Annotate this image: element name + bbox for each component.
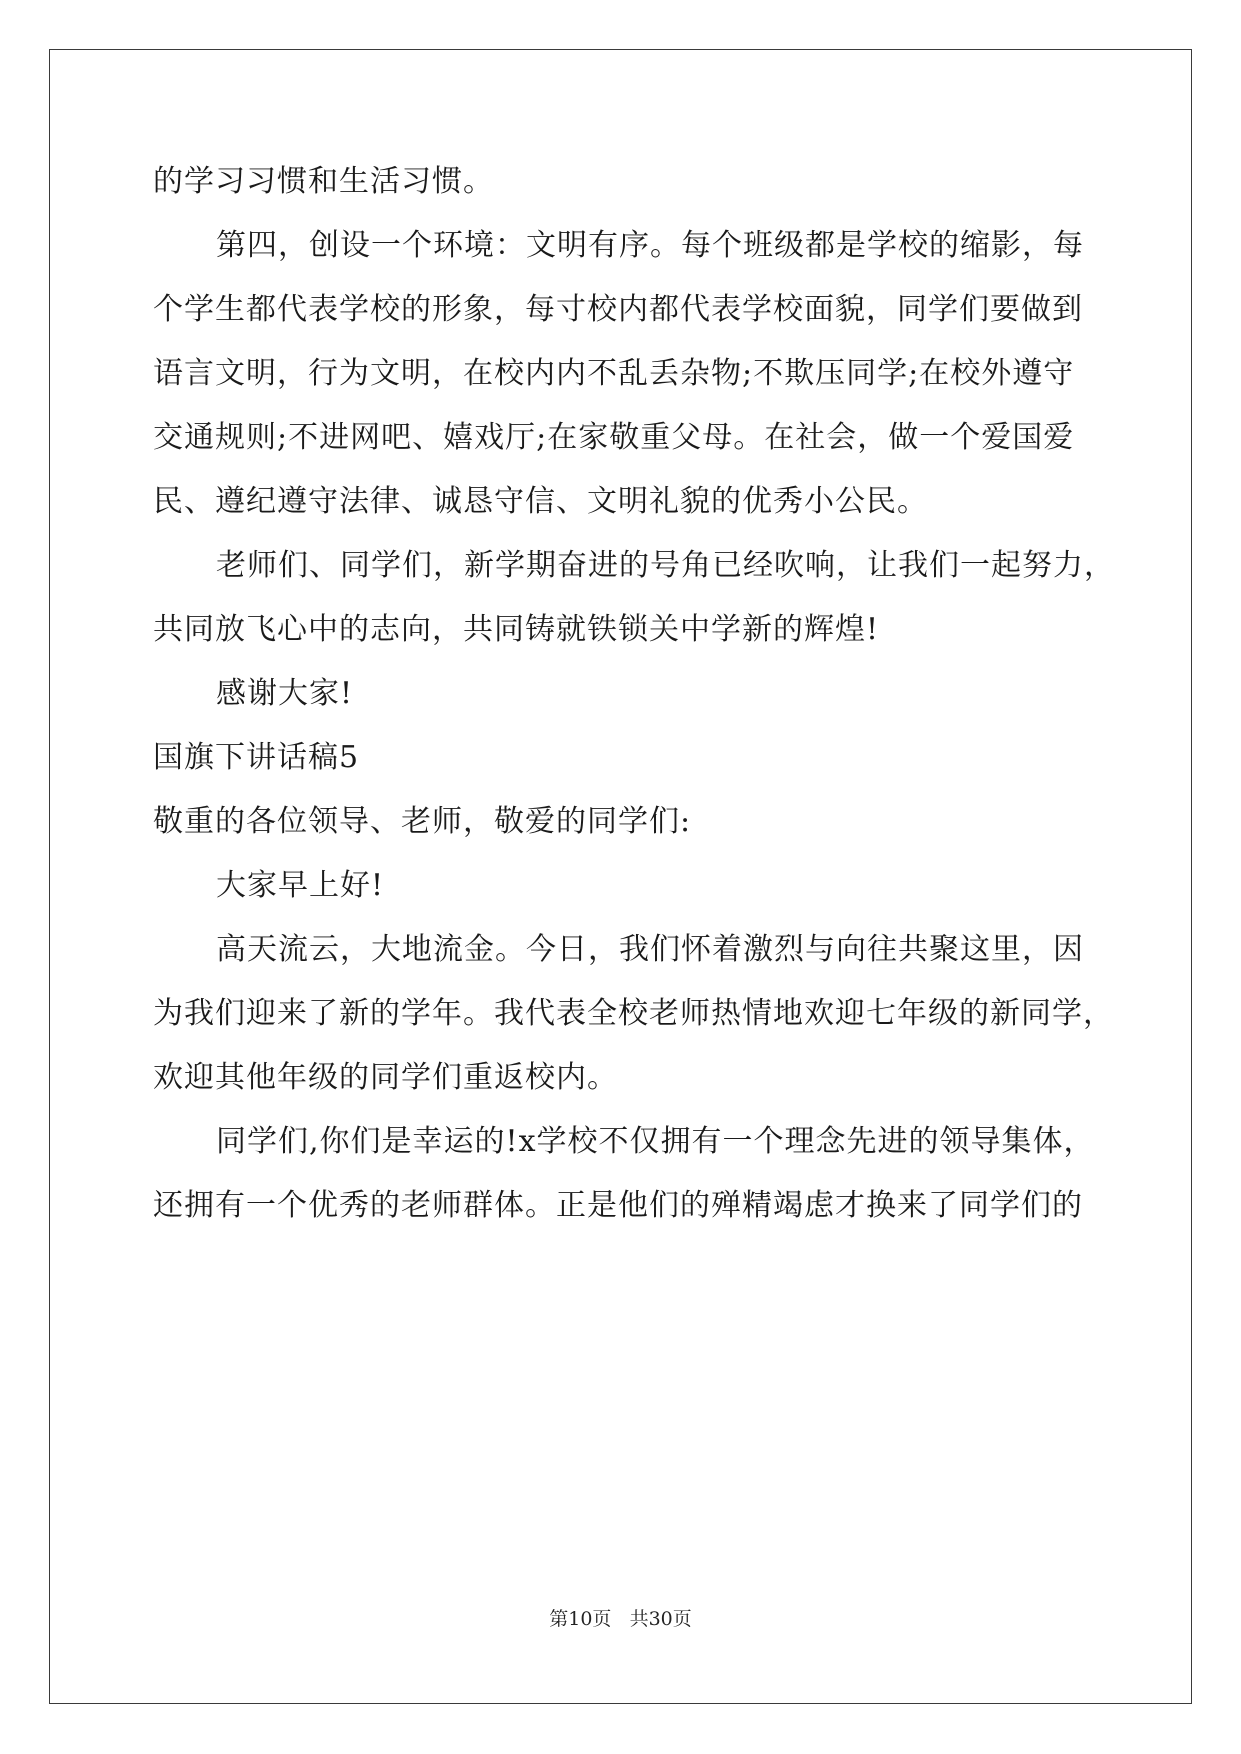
- text-line: 同学们,你们是幸运的!x学校不仅拥有一个理念先进的领导集体，: [216, 1124, 1095, 1159]
- document-body: [153, 150, 1115, 1238]
- text-line: 的学习习惯和生活习惯。: [153, 164, 494, 199]
- text-line: 还拥有一个优秀的老师群体。正是他们的殚精竭虑才换来了同学们的: [153, 1188, 1083, 1223]
- text-line: 共同放飞心中的志向，共同铸就铁锁关中学新的辉煌!: [153, 612, 880, 647]
- text-line: 老师们、同学们，新学期奋进的号角已经吹响，让我们一起努力，: [216, 548, 1115, 583]
- text-line: 语言文明，行为文明，在校内内不乱丢杂物;不欺压同学;在校外遵守: [153, 356, 1075, 391]
- text-line: 感谢大家!: [216, 676, 354, 711]
- greeting: 大家早上好!: [216, 868, 385, 903]
- salutation: 敬重的各位领导、老师，敬爱的同学们:: [153, 804, 692, 839]
- text-line: 个学生都代表学校的形象，每寸校内都代表学校面貌，同学们要做到: [153, 292, 1083, 327]
- page-number: 第10页: [549, 1608, 612, 1630]
- text-line: 交通规则;不进网吧、嬉戏厅;在家敬重父母。在社会，做一个爱国爱: [153, 420, 1075, 455]
- text-line: 欢迎其他年级的同学们重返校内。: [153, 1060, 618, 1095]
- text-line: 高天流云，大地流金。今日，我们怀着激烈与向往共聚这里，因: [216, 932, 1084, 967]
- section-heading: 国旗下讲话稿5: [153, 740, 360, 775]
- text-line: 第四，创设一个环境：文明有序。每个班级都是学校的缩影，每: [216, 228, 1084, 263]
- text-line: 为我们迎来了新的学年。我代表全校老师热情地欢迎七年级的新同学，: [153, 996, 1114, 1031]
- total-pages: 共30页: [629, 1608, 692, 1630]
- text-line: 民、遵纪遵守法律、诚恳守信、文明礼貌的优秀小公民。: [153, 484, 928, 519]
- page-footer: [0, 1604, 1241, 1631]
